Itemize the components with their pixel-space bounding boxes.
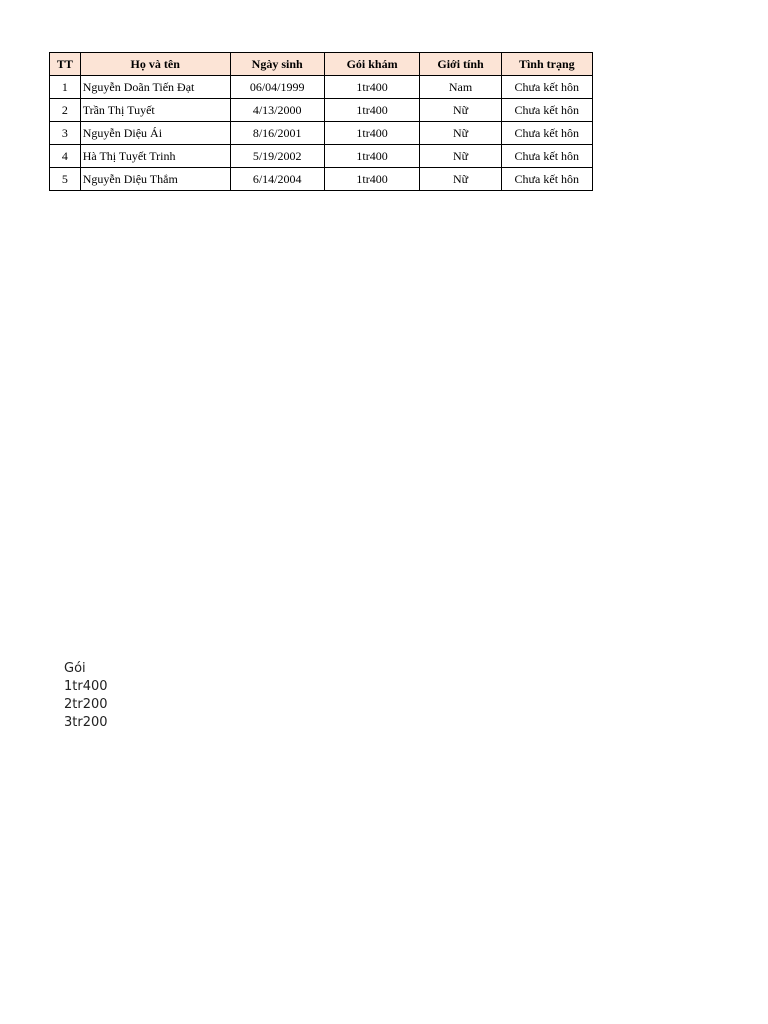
cell-marital-status[interactable]: Chưa kết hôn — [501, 122, 592, 145]
cell-tt[interactable]: 3 — [50, 122, 81, 145]
cell-package[interactable]: 1tr400 — [324, 145, 420, 168]
cell-tt[interactable]: 1 — [50, 76, 81, 99]
cell-marital-status[interactable]: Chưa kết hôn — [501, 99, 592, 122]
cell-birth-date[interactable]: 8/16/2001 — [230, 122, 324, 145]
cell-full-name[interactable]: Nguyễn Doãn Tiến Đạt — [80, 76, 230, 99]
header-birth-date: Ngày sinh — [230, 53, 324, 76]
header-gender: Giới tính — [420, 53, 501, 76]
table-header-row — [50, 53, 593, 76]
header-tt: TT — [50, 53, 81, 76]
cell-package[interactable]: 1tr400 — [324, 99, 420, 122]
table-row — [50, 122, 593, 145]
cell-birth-date[interactable]: 6/14/2004 — [230, 168, 324, 191]
header-full-name: Họ và tên — [80, 53, 230, 76]
package-option[interactable]: 2tr200 — [64, 697, 108, 712]
cell-package[interactable]: 1tr400 — [324, 122, 420, 145]
cell-gender[interactable]: Nữ — [420, 168, 501, 191]
cell-gender[interactable]: Nữ — [420, 145, 501, 168]
cell-package[interactable]: 1tr400 — [324, 76, 420, 99]
cell-full-name[interactable]: Nguyễn Diệu Ái — [80, 122, 230, 145]
header-package: Gói khám — [324, 53, 420, 76]
cell-package[interactable]: 1tr400 — [324, 168, 420, 191]
cell-tt[interactable]: 2 — [50, 99, 81, 122]
cell-tt[interactable]: 4 — [50, 145, 81, 168]
cell-marital-status[interactable]: Chưa kết hôn — [501, 145, 592, 168]
table-row — [50, 168, 593, 191]
package-list-title: Gói — [64, 661, 86, 676]
cell-marital-status[interactable]: Chưa kết hôn — [501, 76, 592, 99]
cell-tt[interactable]: 5 — [50, 168, 81, 191]
cell-full-name[interactable]: Nguyễn Diệu Thắm — [80, 168, 230, 191]
table-row — [50, 145, 593, 168]
cell-birth-date[interactable]: 06/04/1999 — [230, 76, 324, 99]
cell-gender[interactable]: Nam — [420, 76, 501, 99]
cell-full-name[interactable]: Hà Thị Tuyết Trinh — [80, 145, 230, 168]
package-option[interactable]: 3tr200 — [64, 715, 108, 730]
patient-table — [49, 52, 593, 191]
header-marital-status: Tình trạng — [501, 53, 592, 76]
cell-full-name[interactable]: Trần Thị Tuyết — [80, 99, 230, 122]
table-row — [50, 99, 593, 122]
package-list — [64, 660, 108, 732]
cell-birth-date[interactable]: 5/19/2002 — [230, 145, 324, 168]
cell-gender[interactable]: Nữ — [420, 99, 501, 122]
cell-gender[interactable]: Nữ — [420, 122, 501, 145]
table-row — [50, 76, 593, 99]
cell-birth-date[interactable]: 4/13/2000 — [230, 99, 324, 122]
cell-marital-status[interactable]: Chưa kết hôn — [501, 168, 592, 191]
package-option[interactable]: 1tr400 — [64, 679, 108, 694]
